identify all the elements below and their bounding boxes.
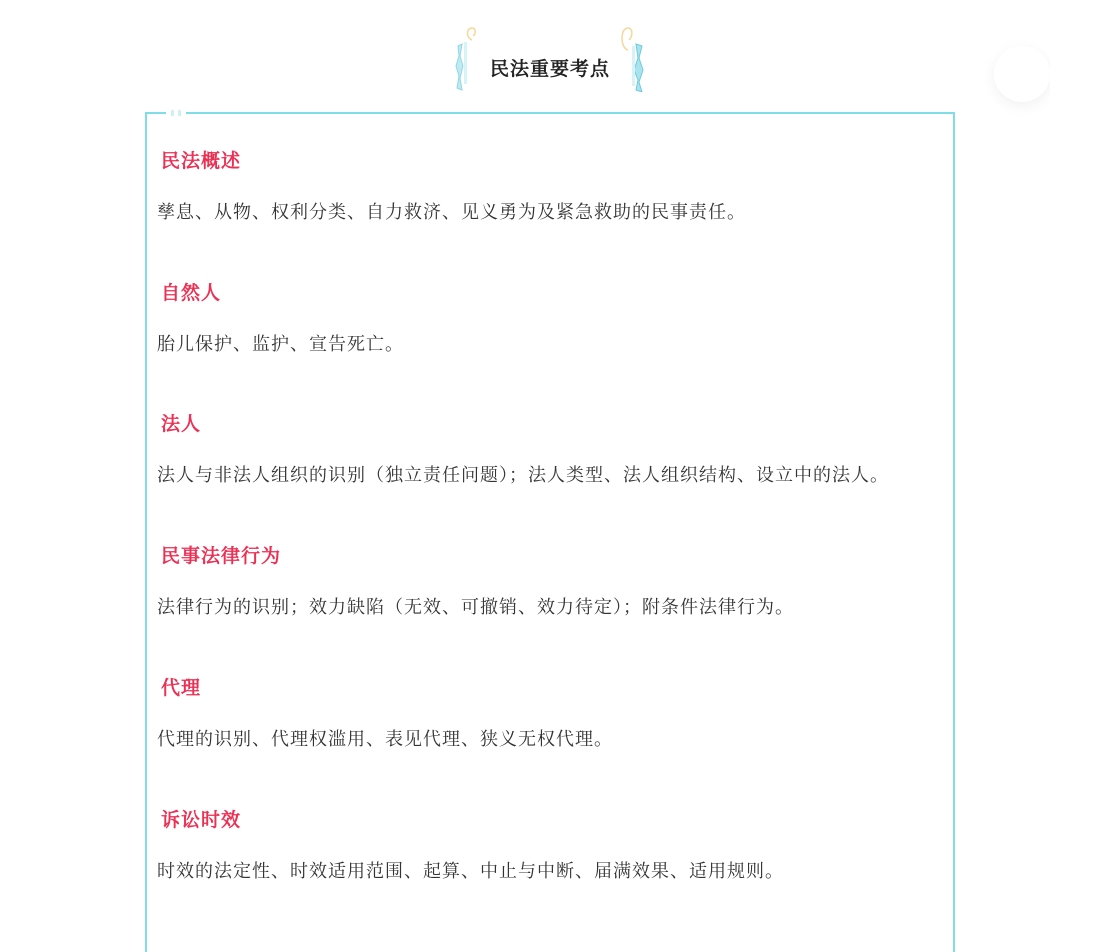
floating-bubble: [994, 46, 1050, 102]
section-heading: 自然人: [161, 282, 222, 304]
content-card: [145, 112, 955, 952]
section-heading: 法人: [161, 413, 202, 435]
section-body: 代理的识别、代理权滥用、表见代理、狭义无权代理。: [157, 729, 613, 750]
section-heading: 代理: [161, 677, 202, 699]
title-banner: [452, 26, 648, 92]
section-heading: 民法概述: [161, 150, 242, 172]
section-heading: 诉讼时效: [161, 809, 242, 831]
section-body: 法律行为的识别；效力缺陷（无效、可撤销、效力待定）；附条件法律行为。: [157, 597, 794, 618]
section-heading: 民事法律行为: [161, 545, 282, 567]
section-body: 孳息、从物、权利分类、自力救济、见义勇为及紧急救助的民事责任。: [157, 202, 746, 223]
page-title: 民法重要考点: [489, 58, 610, 80]
section-body: 胎儿保护、监护、宣告死亡。: [157, 334, 404, 355]
section-body: 法人与非法人组织的识别（独立责任问题）；法人类型、法人组织结构、设立中的法人。: [157, 465, 889, 486]
page-edge: [1050, 30, 1102, 120]
section-body: 时效的法定性、时效适用范围、起算、中止与中断、届满效果、适用规则。: [157, 861, 784, 882]
card-notch-decoration: [166, 106, 186, 116]
